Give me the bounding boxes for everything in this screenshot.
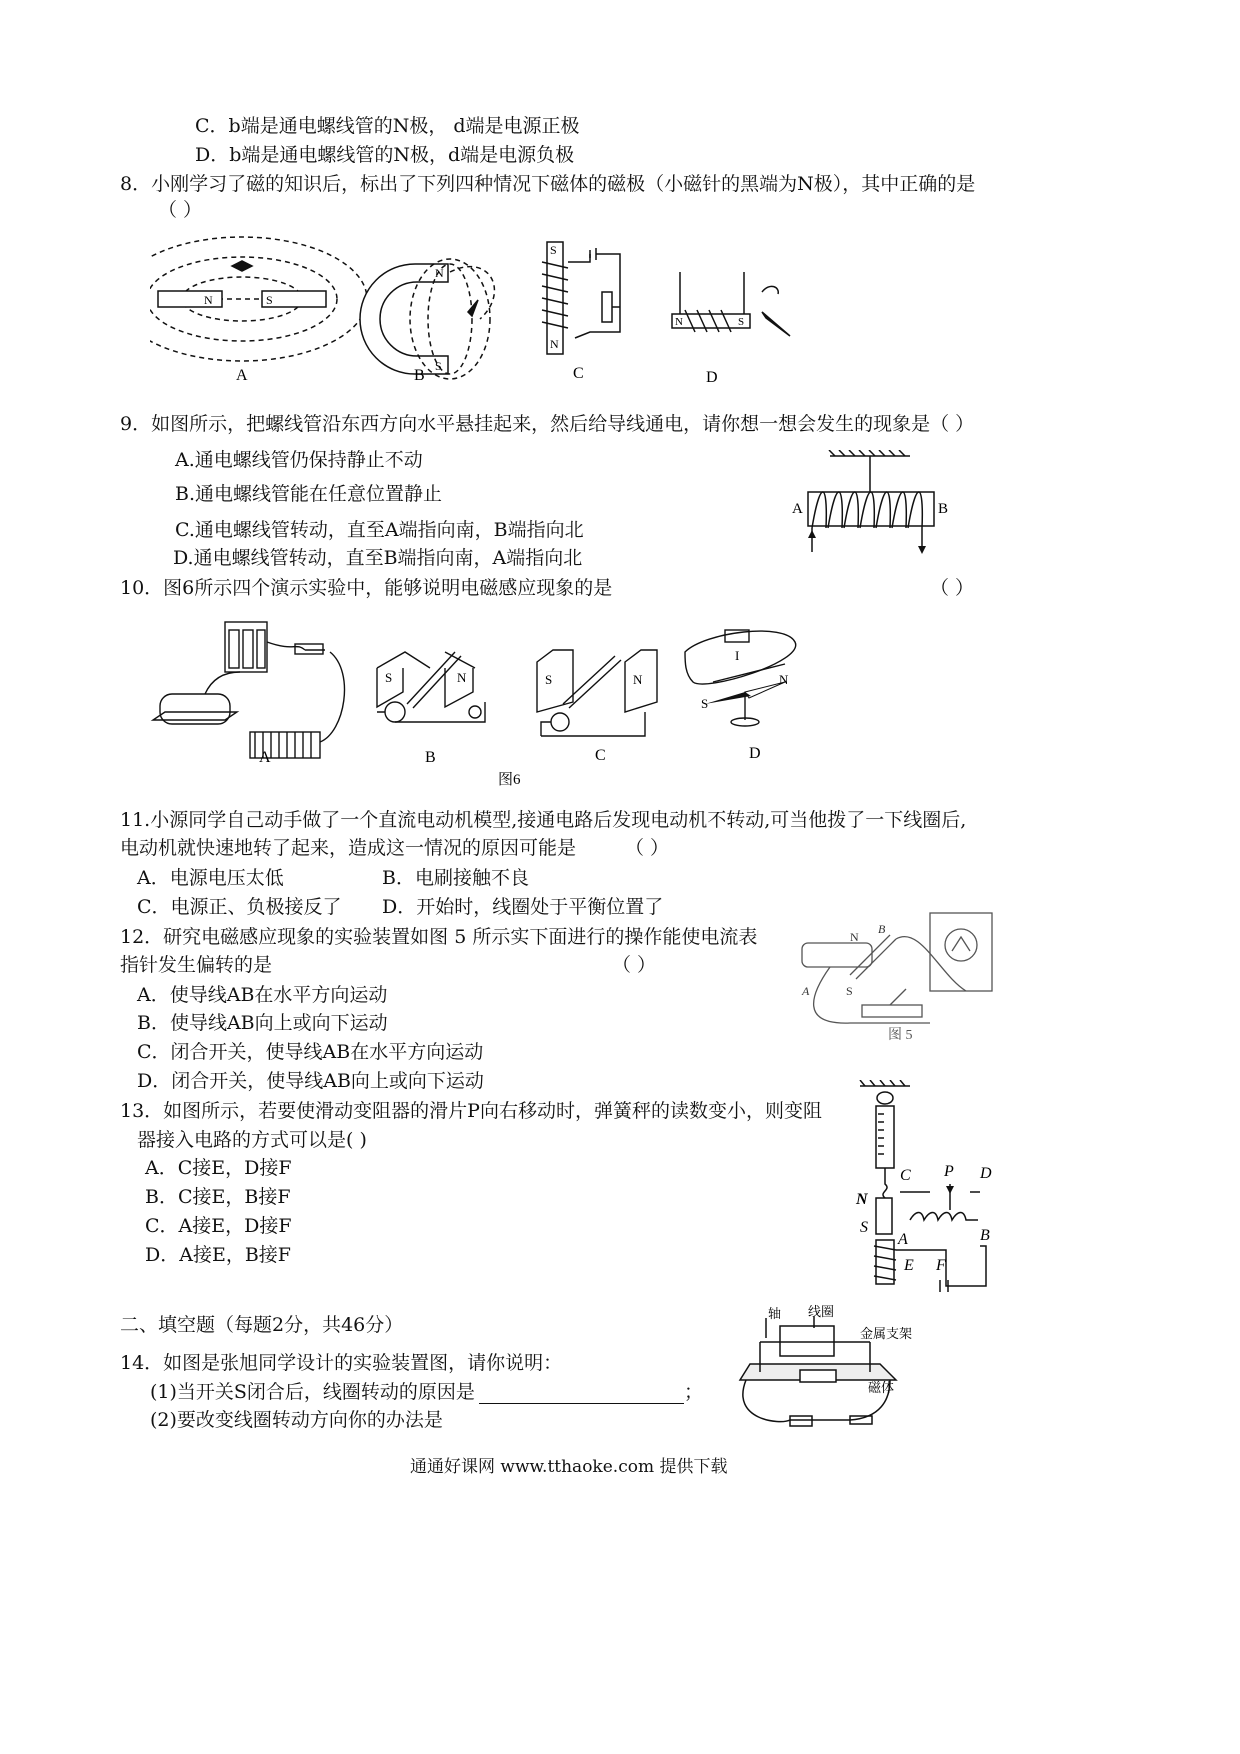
q12-induction-figure — [790, 905, 1010, 1045]
page-footer: 通通好课网 www.tthaoke.com 提供下载 — [410, 1457, 728, 1477]
q8-label-a: A — [236, 367, 248, 384]
q10-label-c: C — [595, 747, 606, 764]
q9-end-b: B — [938, 501, 949, 517]
q10-b-s: S — [385, 670, 393, 685]
q10-label-a: A — [259, 749, 271, 766]
q8-c-n-label: N — [550, 337, 559, 351]
q10-answer-paren: （ ） — [930, 577, 975, 599]
q12-option-c: C．闭合开关，使导线AB在水平方向运动 — [137, 1041, 484, 1063]
q8-stem: 8．小刚学习了磁的知识后，标出了下列四种情况下磁体的磁极（小磁针的黑端为N极），其中正确的是 — [120, 173, 976, 195]
q14-part2: (2)要改变线圈转动方向你的办法是 — [150, 1409, 443, 1431]
q11-option-a: A．电源电压太低 — [137, 867, 284, 889]
q10-b-n: N — [457, 670, 467, 685]
q14-fig-frame: 金属支架 — [860, 1326, 913, 1341]
q10-caption: 图6 — [498, 772, 521, 788]
q14-motor-figure — [720, 1300, 920, 1450]
q8-label-d: D — [706, 369, 718, 386]
q8-a-n-label: N — [204, 293, 213, 307]
q14-fig-magnet: 磁体 — [868, 1380, 895, 1395]
q8-label-b: B — [414, 367, 425, 384]
q13-option-b: B．C接E，B接F — [145, 1186, 291, 1208]
q13-option-d: D．A接E，B接F — [145, 1244, 291, 1266]
q8-d-n-label: N — [675, 316, 683, 328]
q13-option-c: C．A接E，D接F — [145, 1215, 292, 1237]
q10-stem: 10．图6所示四个演示实验中，能够说明电磁感应现象的是 — [120, 577, 613, 599]
q13-fig-p: P — [944, 1163, 954, 1180]
q8-figure-a — [150, 237, 367, 361]
q13-stem-line1: 13．如图所示，若要使滑动变阻器的滑片P向右移动时，弹簧秤的读数变小，则变阻 — [120, 1100, 822, 1122]
q9-option-d: D.通电螺线管转动，直至B端指向南，A端指向北 — [173, 547, 583, 569]
q14-part1 — [150, 1380, 703, 1404]
q8-label-c: C — [573, 365, 584, 382]
q9-option-b: B.通电螺线管能在任意位置静止 — [175, 483, 443, 505]
q11-option-c: C．电源正、负极接反了 — [137, 896, 342, 918]
q13-fig-d: D — [980, 1165, 992, 1182]
q12-fig-n: N — [850, 930, 859, 944]
q12-caption: 图 5 — [888, 1028, 913, 1043]
q9-end-a: A — [792, 501, 803, 517]
q14-part1-end: ； — [683, 1381, 703, 1403]
q9-option-a: A.通电螺线管仍保持静止不动 — [175, 449, 423, 471]
q9-option-c: C.通电螺线管转动，直至A端指向南，B端指向北 — [175, 519, 584, 541]
q11-stem-line1: 11.小源同学自己动手做了一个直流电动机模型,接通电路后发现电动机不转动,可当他拨了一下线圈后, — [120, 809, 967, 831]
q13-option-a: A．C接E，D接F — [145, 1157, 292, 1179]
q14-part1-text: (1)当开关S闭合后，线圈转动的原因是 — [150, 1381, 475, 1403]
q10-d-s: S — [701, 696, 709, 711]
q8-b-n-label: N — [435, 266, 444, 280]
q12-stem-line1: 12．研究电磁感应现象的实验装置如图 5 所示实下面进行的操作能使电流表 — [120, 926, 758, 948]
q13-stem-line2: 器接入电路的方式可以是( ) — [137, 1129, 367, 1151]
q13-fig-s: S — [860, 1219, 868, 1236]
q12-fig-b: B — [878, 922, 886, 936]
q9-solenoid-figure — [790, 450, 960, 560]
q12-stem-line2: 指针发生偏转的是 — [120, 954, 273, 976]
q10-figure-b — [377, 652, 485, 722]
q8-d-s-label: S — [738, 316, 745, 328]
q11-option-b: B．电刷接触不良 — [382, 867, 529, 889]
q9-stem: 9．如图所示，把螺线管沿东西方向水平悬挂起来，然后给导线通电，请你想一想会发生的现象是（ ） — [120, 413, 975, 435]
q12-fig-a: A — [802, 984, 810, 998]
q14-part1-answer-blank[interactable] — [479, 1385, 684, 1404]
q8-figure-d — [672, 272, 790, 336]
q13-fig-c: C — [900, 1167, 911, 1184]
q13-fig-a: A — [898, 1231, 908, 1248]
q14-stem: 14．如图是张旭同学设计的实验装置图，请你说明： — [120, 1352, 563, 1374]
q11-option-d: D．开始时，线圈处于平衡位置了 — [382, 896, 664, 918]
q10-figure-c — [537, 650, 657, 736]
q10-figure-a — [153, 622, 344, 758]
q8-b-s-label: S — [435, 359, 442, 373]
q10-d-i: I — [735, 648, 740, 663]
q7-option-c: C．b端是通电螺线管的N极， d端是电源正极 — [195, 115, 580, 137]
q8-magnet-figures — [150, 232, 840, 392]
q10-d-n: N — [779, 672, 789, 687]
q13-fig-n: N — [856, 1191, 868, 1208]
q13-fig-f: F — [936, 1257, 946, 1274]
q8-answer-paren: （ ） — [158, 199, 203, 221]
q10-experiment-figures — [145, 612, 825, 792]
q11-answer-paren: （ ） — [625, 837, 670, 859]
q12-option-d: D．闭合开关，使导线AB向上或向下运动 — [137, 1070, 484, 1092]
q13-spring-scale-figure — [840, 1080, 1020, 1300]
q12-option-b: B．使导线AB向上或向下运动 — [137, 1012, 388, 1034]
q14-fig-coil: 线圈 — [808, 1304, 835, 1319]
section-fill-in-title: 二、填空题（每题2分，共46分） — [120, 1314, 404, 1336]
q10-label-d: D — [749, 745, 761, 762]
q10-c-n: N — [633, 672, 643, 687]
q13-fig-b: B — [980, 1227, 990, 1244]
q10-c-s: S — [545, 672, 553, 687]
q8-c-s-label: S — [550, 243, 557, 257]
q12-option-a: A．使导线AB在水平方向运动 — [137, 984, 388, 1006]
q10-label-b: B — [425, 749, 436, 766]
q8-figure-b — [360, 259, 494, 379]
q11-stem-line2: 电动机就快速地转了起来，造成这一情况的原因可能是 — [120, 837, 577, 859]
q14-fig-axis: 轴 — [768, 1306, 782, 1321]
q13-fig-e: E — [904, 1257, 914, 1274]
q7-option-d: D．b端是通电螺线管的N极，d端是电源负极 — [195, 144, 575, 166]
q12-answer-paren: （ ） — [612, 954, 657, 976]
q8-a-s-label: S — [266, 293, 273, 307]
q12-fig-s: S — [846, 984, 853, 998]
